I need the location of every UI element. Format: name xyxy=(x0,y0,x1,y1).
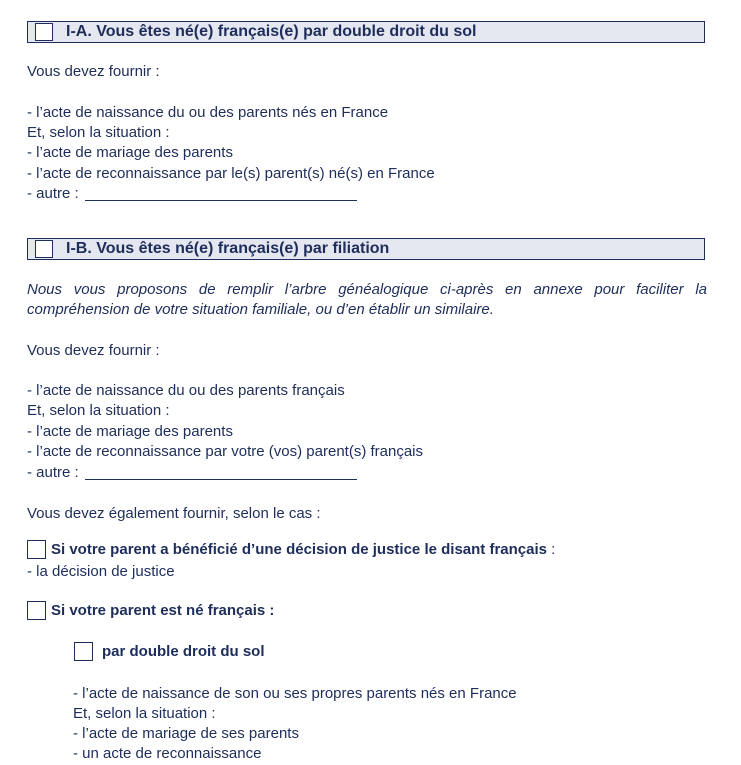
section-b-title: I-B. Vous êtes né(e) français(e) par filiation xyxy=(66,240,390,257)
double-droit-sol-label: par double droit du sol xyxy=(102,643,265,660)
section-a-title: I-A. Vous êtes né(e) français(e) par double droit du sol xyxy=(66,23,477,40)
case-born-french-label: Si votre parent est né français : xyxy=(51,602,275,619)
section-b-other-label: - autre : xyxy=(27,464,79,481)
section-b-must-provide: Vous devez fournir : xyxy=(27,342,160,359)
section-a-other-field[interactable] xyxy=(85,200,357,201)
section-b-situation: Et, selon la situation : xyxy=(27,402,170,419)
section-b-also-provide: Vous devez également fournir, selon le cas : xyxy=(27,505,321,522)
section-b-checkbox[interactable] xyxy=(35,240,53,258)
section-b-item-3: - l’acte de reconnaissance par votre (vos) parent(s) français xyxy=(27,443,424,460)
section-a-checkbox[interactable] xyxy=(35,23,53,41)
case-justice-suffix: : xyxy=(547,541,556,558)
section-a-header xyxy=(27,21,705,43)
case-justice-item: - la décision de justice xyxy=(27,563,175,580)
section-b-item-2: - l’acte de mariage des parents xyxy=(27,423,233,440)
section-a-item-1: - l’acte de naissance du ou des parents nés en France xyxy=(27,104,389,121)
double-droit-sol-checkbox[interactable] xyxy=(74,642,93,661)
sub-situation: Et, selon la situation : xyxy=(73,705,216,722)
section-b-other-field[interactable] xyxy=(85,479,357,480)
case-justice-checkbox[interactable] xyxy=(27,540,46,559)
section-a-other-label: - autre : xyxy=(27,185,79,202)
case-born-french-checkbox[interactable] xyxy=(27,601,46,620)
sub-item-1: - l’acte de naissance de son ou ses propres parents nés en France xyxy=(73,685,517,702)
section-a-item-2: - l’acte de mariage des parents xyxy=(27,144,233,161)
section-a-item-3: - l’acte de reconnaissance par le(s) parent(s) né(s) en France xyxy=(27,165,435,182)
sub-item-3: - un acte de reconnaissance xyxy=(73,745,262,762)
section-b-header xyxy=(27,238,705,260)
section-b-intro: Nous vous proposons de remplir l’arbre généalogique ci-après en annexe pour faciliter la compréhension de votre situation familiale, ou d’en établir un similaire. xyxy=(27,281,707,318)
section-a-must-provide: Vous devez fournir : xyxy=(27,63,160,80)
case-justice-label: Si votre parent a bénéficié d’une décision de justice le disant français xyxy=(51,541,547,558)
section-a-situation: Et, selon la situation : xyxy=(27,124,170,141)
section-b-item-1: - l’acte de naissance du ou des parents français xyxy=(27,382,345,399)
sub-item-2: - l’acte de mariage de ses parents xyxy=(73,725,299,742)
case-justice-text xyxy=(51,540,555,560)
